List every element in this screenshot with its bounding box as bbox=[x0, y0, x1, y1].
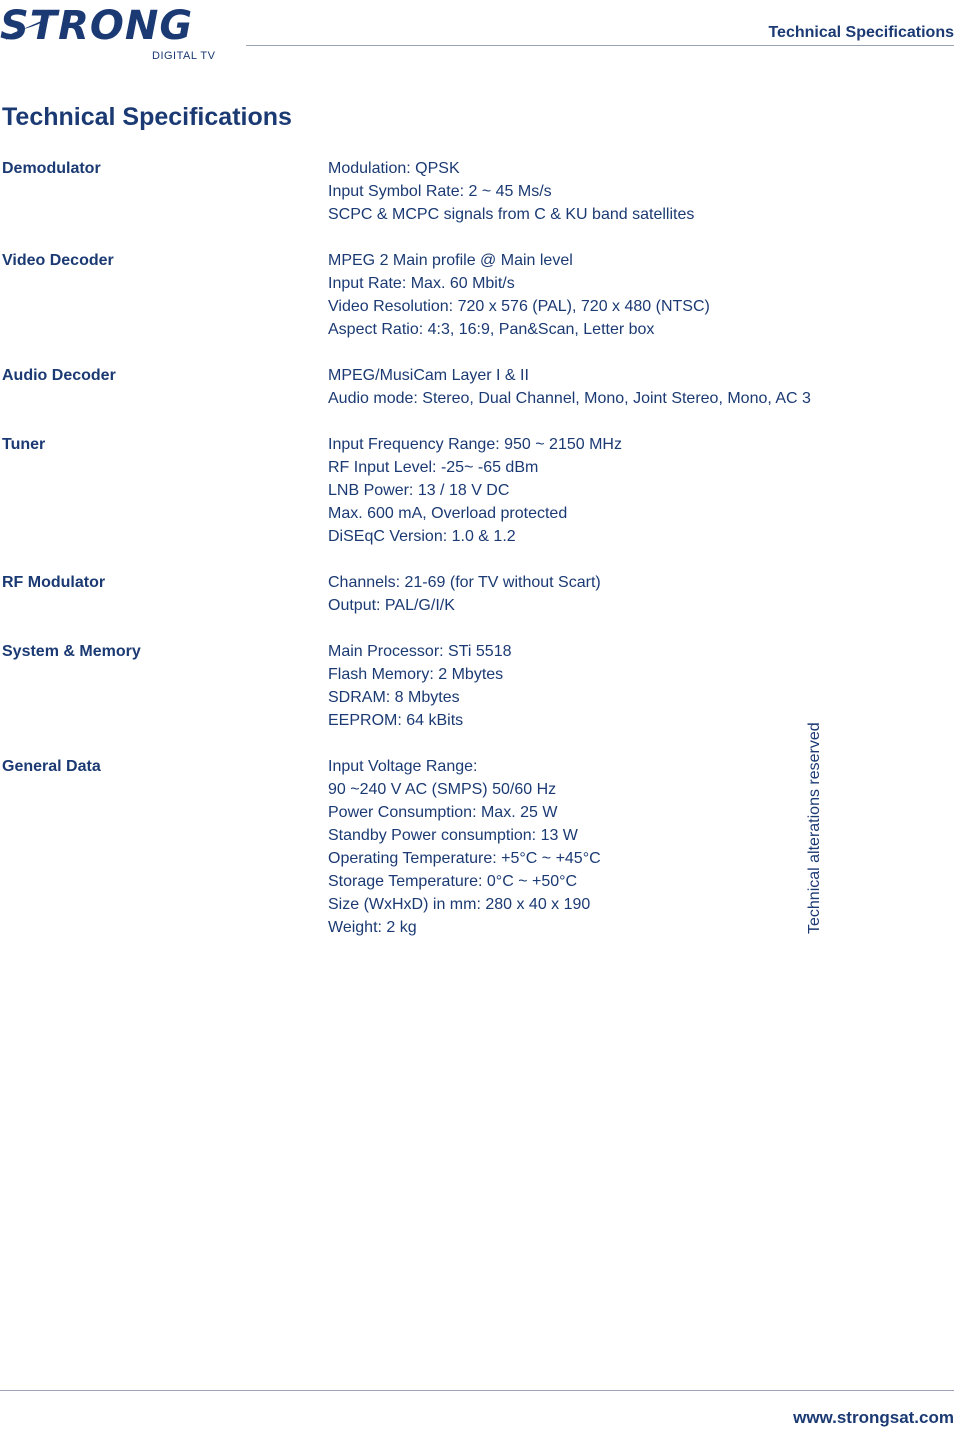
spec-value-line: MPEG 2 Main profile @ Main level bbox=[328, 252, 573, 269]
spec-values bbox=[328, 249, 802, 341]
spec-label: RF Modulator bbox=[2, 574, 106, 591]
spec-label: Demodulator bbox=[2, 160, 101, 177]
spec-value-line: Input Voltage Range: bbox=[328, 758, 478, 775]
spec-value-line: Power Consumption: Max. 25 W bbox=[328, 804, 558, 821]
spec-value-line: SCPC & MCPC signals from C & KU band satellites bbox=[328, 206, 695, 223]
spec-value-line: Output: PAL/G/I/K bbox=[328, 597, 455, 614]
logo-subtitle: DIGITAL TV bbox=[152, 50, 216, 62]
spec-values bbox=[328, 640, 802, 732]
spec-row bbox=[2, 433, 802, 548]
spec-label: Video Decoder bbox=[2, 252, 114, 269]
spec-value-line: 90 ~240 V AC (SMPS) 50/60 Hz bbox=[328, 781, 557, 798]
footer-website-link[interactable]: www.strongsat.com bbox=[793, 1408, 954, 1427]
spec-table bbox=[2, 157, 811, 962]
spec-value-line: Weight: 2 kg bbox=[328, 919, 417, 936]
spec-label: General Data bbox=[2, 758, 101, 775]
spec-value-line: Aspect Ratio: 4:3, 16:9, Pan&Scan, Letter box bbox=[328, 321, 655, 338]
header-section-title: Technical Specifications bbox=[768, 24, 954, 41]
spec-row bbox=[2, 157, 802, 226]
spec-value-line: Storage Temperature: 0°C ~ +50°C bbox=[328, 873, 578, 890]
spec-value-line: Standby Power consumption: 13 W bbox=[328, 827, 578, 844]
spec-value-line: Size (WxHxD) in mm: 280 x 40 x 190 bbox=[328, 896, 591, 913]
strong-logo bbox=[0, 0, 222, 66]
page-title: Technical Specifications bbox=[2, 103, 292, 131]
spec-value-line: Flash Memory: 2 Mbytes bbox=[328, 666, 504, 683]
spec-value-line: LNB Power: 13 / 18 V DC bbox=[328, 482, 510, 499]
spec-row bbox=[2, 364, 811, 410]
spec-value-line: Audio mode: Stereo, Dual Channel, Mono, Joint Stereo, Mono, AC 3 bbox=[328, 390, 811, 407]
spec-row bbox=[2, 640, 802, 732]
spec-row bbox=[2, 755, 802, 939]
spec-value-line: Max. 600 mA, Overload protected bbox=[328, 505, 568, 522]
footer-divider bbox=[0, 1390, 954, 1391]
spec-values bbox=[328, 433, 802, 548]
spec-values bbox=[328, 571, 802, 617]
spec-value-line: Input Symbol Rate: 2 ~ 45 Ms/s bbox=[328, 183, 552, 200]
spec-value-line: Modulation: QPSK bbox=[328, 160, 460, 177]
spec-value-line: DiSEqC Version: 1.0 & 1.2 bbox=[328, 528, 516, 545]
spec-label: Audio Decoder bbox=[2, 367, 116, 384]
spec-row bbox=[2, 249, 802, 341]
spec-value-line: Input Frequency Range: 950 ~ 2150 MHz bbox=[328, 436, 622, 453]
spec-values bbox=[328, 755, 802, 939]
spec-value-line: EEPROM: 64 kBits bbox=[328, 712, 464, 729]
spec-value-line: Input Rate: Max. 60 Mbit/s bbox=[328, 275, 515, 292]
spec-row bbox=[2, 571, 802, 617]
spec-label: Tuner bbox=[2, 436, 46, 453]
spec-values bbox=[328, 364, 811, 410]
spec-value-line: Main Processor: STi 5518 bbox=[328, 643, 512, 660]
spec-value-line: MPEG/MusiCam Layer I & II bbox=[328, 367, 529, 384]
spec-value-line: Channels: 21-69 (for TV without Scart) bbox=[328, 574, 601, 591]
spec-value-line: RF Input Level: -25~ -65 dBm bbox=[328, 459, 539, 476]
side-note: Technical alterations reserved bbox=[806, 722, 823, 934]
spec-label: System & Memory bbox=[2, 643, 141, 660]
spec-value-line: Operating Temperature: +5°C ~ +45°C bbox=[328, 850, 601, 867]
spec-value-line: SDRAM: 8 Mbytes bbox=[328, 689, 460, 706]
logo-wordmark: STRONG bbox=[0, 3, 194, 49]
spec-values bbox=[328, 157, 802, 226]
header-divider bbox=[246, 45, 954, 46]
spec-value-line: Video Resolution: 720 x 576 (PAL), 720 x 480 (NTSC) bbox=[328, 298, 710, 315]
